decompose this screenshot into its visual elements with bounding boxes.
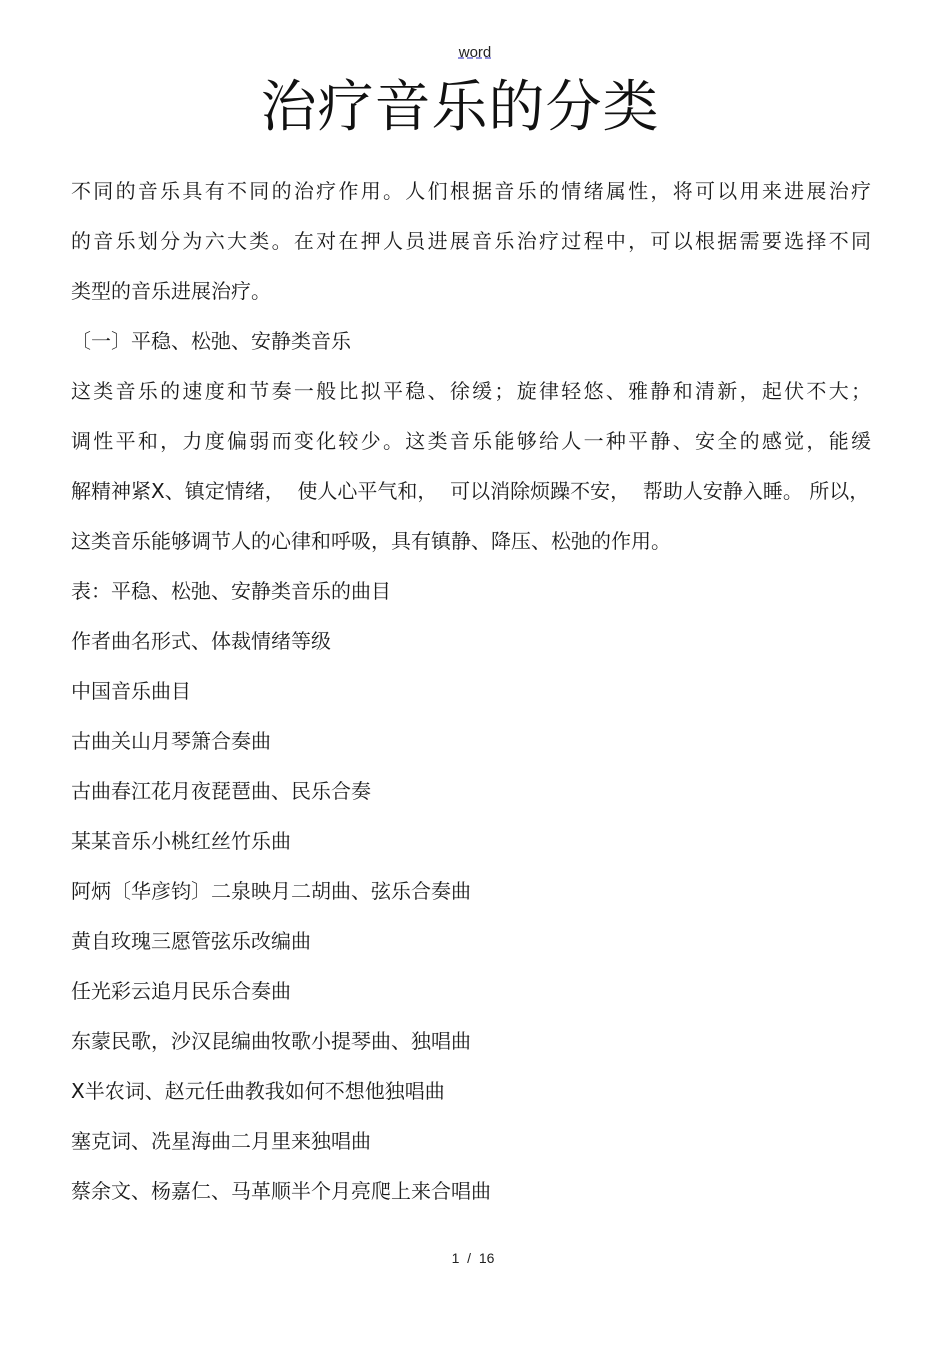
table-row: 任光彩云追月民乐合奏曲 <box>71 979 291 1003</box>
table-row: 某某音乐小桃红丝竹乐曲 <box>71 829 291 853</box>
table-row: 阿炳〔华彦钧〕二泉映月二胡曲、弦乐合奏曲 <box>71 879 471 903</box>
section-heading: 〔一〕平稳、松弛、安静类音乐 <box>71 329 351 353</box>
table-row: 黄自玫瑰三愿管弦乐改编曲 <box>71 929 311 953</box>
table-group-label: 中国音乐曲目 <box>71 679 191 703</box>
page-indicator: 1 / 16 <box>451 1250 495 1266</box>
table-row: 东蒙民歌，沙汉昆编曲牧歌小提琴曲、独唱曲 <box>71 1029 471 1053</box>
table-row: 古曲春江花月夜琵琶曲、民乐合奏 <box>71 779 371 803</box>
paragraph-line: 的音乐划分为六大类。在对在押人员进展音乐治疗过程中，可以根据需要选择不同 <box>71 229 871 253</box>
paragraph-line: 这类音乐的速度和节奏一般比拟平稳、徐缓；旋律轻悠、雅静和清新，起伏不大； <box>71 379 871 403</box>
table-caption: 表：平稳、松弛、安静类音乐的曲目 <box>71 579 391 603</box>
table-row: 古曲关山月琴箫合奏曲 <box>71 729 271 753</box>
table-row: 蔡余文、杨嘉仁、马革顺半个月亮爬上来合唱曲 <box>71 1179 491 1203</box>
paragraph-line: 调性平和，力度偏弱而变化较少。这类音乐能够给人一种平静、安全的感觉，能缓 <box>71 429 871 453</box>
paragraph-line: 这类音乐能够调节人的心律和呼吸，具有镇静、降压、松弛的作用。 <box>71 529 671 553</box>
document-title: 治疗音乐的分类 <box>260 75 660 140</box>
document-body <box>71 166 891 1216</box>
paragraph-line: 类型的音乐进展治疗。 <box>71 279 271 303</box>
paragraph-line: 不同的音乐具有不同的治疗作用。人们根据音乐的情绪属性，将可以用来进展治疗 <box>71 179 871 203</box>
table-row: 塞克词、冼星海曲二月里来独唱曲 <box>71 1129 371 1153</box>
header-app-label <box>0 44 950 61</box>
header-app-label-text: word <box>458 44 492 61</box>
paragraph-line: 解精神紧X、镇定情绪， 使人心平气和， 可以消除烦躁不安， 帮助人安静入睡。 所以， <box>71 479 870 503</box>
table-header: 作者曲名形式、体裁情绪等级 <box>71 629 331 653</box>
table-row: X半农词、赵元任曲教我如何不想他独唱曲 <box>71 1079 445 1103</box>
